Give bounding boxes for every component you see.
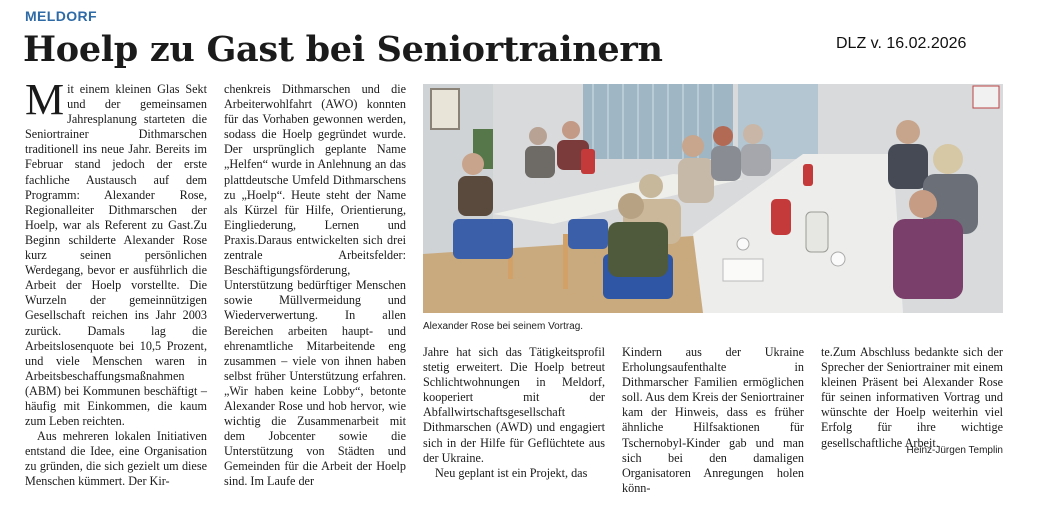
article-column-4 <box>622 345 804 495</box>
paragraph: Kindern aus der Ukraine Erholungsaufenthalte in Dithmarscher Familien ermöglichen soll. Aus dem Kreis der Seniortrainer kam der Hinweis, dass es früher ähnliche Hilfsaktionen für Tschernobyl-Kinder gab und man sich bei den damaligen Organisatoren Anregungen holen könn- <box>622 345 804 495</box>
article-column-5 <box>821 345 1003 450</box>
article-column-2 <box>224 82 406 489</box>
paragraph-text: it einem kleinen Glas Sekt und der gemeinsamen Jahresplanung starteten die Seniortrainer Dithmarschen traditionell ins neue Jahr. Bereits im Februar stand jedoch der erste fachliche Austausch auf dem Programm: Alexander Rose, Regionalleiter Dithmarschen der Hoelp, war als Referent zu Gast.Zu Beginn schilderte Alexander Rose kurz seinen persönlichen Werdegang, bevor er ausführlich die Arbeit der Hoelp vorstellte. Die Wurzeln der gemeinnützigen Gesellschaft reichen ins Jahr 2003 zurück. Damals lag die Arbeitslosenquote bei 10,5 Prozent, und viele Menschen waren in Arbeitsbeschaffungsmaßnahmen (ABM) bei Kommunen beschäftigt – häufig mit Einkommen, die kaum zum Leben reichten. <box>25 82 207 429</box>
paragraph: te.Zum Abschluss bedankte sich der Sprecher der Seniortrainer mit einem kleinen Präsent bei Alexander Rose für seinen informativen Vortrag und wünschte der Hoelp weiterhin viel Erfolg für ihre wichtige gesellschaftliche Arbeit. <box>821 345 1003 450</box>
paragraph: Aus mehreren lokalen Initiativen entstand die Idee, eine Organisation zu gründen, die sich gezielt um diese Menschen kümmert. Der Kir- <box>25 429 207 489</box>
paragraph: Jahre hat sich das Tätigkeitsprofil stetig erweitert. Die Hoelp betreut Schlichtwohnungen in Meldorf, kooperiert mit der Abfallwirtschaftsgesellschaft Dithmarschen (AWD) und engagiert sich in der Hilfe für Geflüchtete aus der Ukraine. <box>423 345 605 465</box>
photo-caption: Alexander Rose bei seinem Vortrag. <box>423 321 584 332</box>
article-column-1 <box>25 75 207 489</box>
article-column-3 <box>423 345 605 480</box>
author-byline: Heinz-Jürgen Templin <box>906 445 1003 456</box>
paragraph: Neu geplant ist ein Projekt, das <box>435 465 588 480</box>
dateline: DLZ v. 16.02.2026 <box>836 35 967 52</box>
paragraph: chenkreis Dithmarschen und die Arbeiterwohlfahrt (AWO) konnten für das Vorhaben gewonnen werden, sodass die Hoelp gegründet wurde. Der ursprünglich geplante Name „Helfen“ wurde in Anlehnung an das plattdeutsche Umfeld Dithmarschens zu „Hoelp“. Heute steht der Name als Kürzel für Hilfe, Orientierung, Eingliederung, Lernen und Praxis.Daraus entwickelten sich drei zentrale Arbeitsfelder: Beschäftigungsförderung, Unterstützung bedürftiger Menschen sowie Müllvermeidung und Wiederverwertung. In allen Bereichen arbeiten haupt- und ehrenamtliche Mitarbeitende eng zusammen – viele von ihnen haben selbst früher Unterstützung erfahren.„Wir haben keine Lobby“, betonte Alexander Rose und hob hervor, wie wichtig die Zusammenarbeit mit dem Jobcenter sowie die Unterstützung von Städten und Gemeinden für die Arbeit der Hoelp sind. Im Laufe der <box>224 82 406 489</box>
drop-cap: M <box>25 75 65 124</box>
meeting-photo <box>423 84 1003 313</box>
section-label: MELDORF <box>25 8 98 24</box>
paragraph <box>25 75 207 429</box>
meeting-photo-icon <box>423 84 1003 313</box>
headline: Hoelp zu Gast bei Seniortrainern <box>23 29 663 70</box>
